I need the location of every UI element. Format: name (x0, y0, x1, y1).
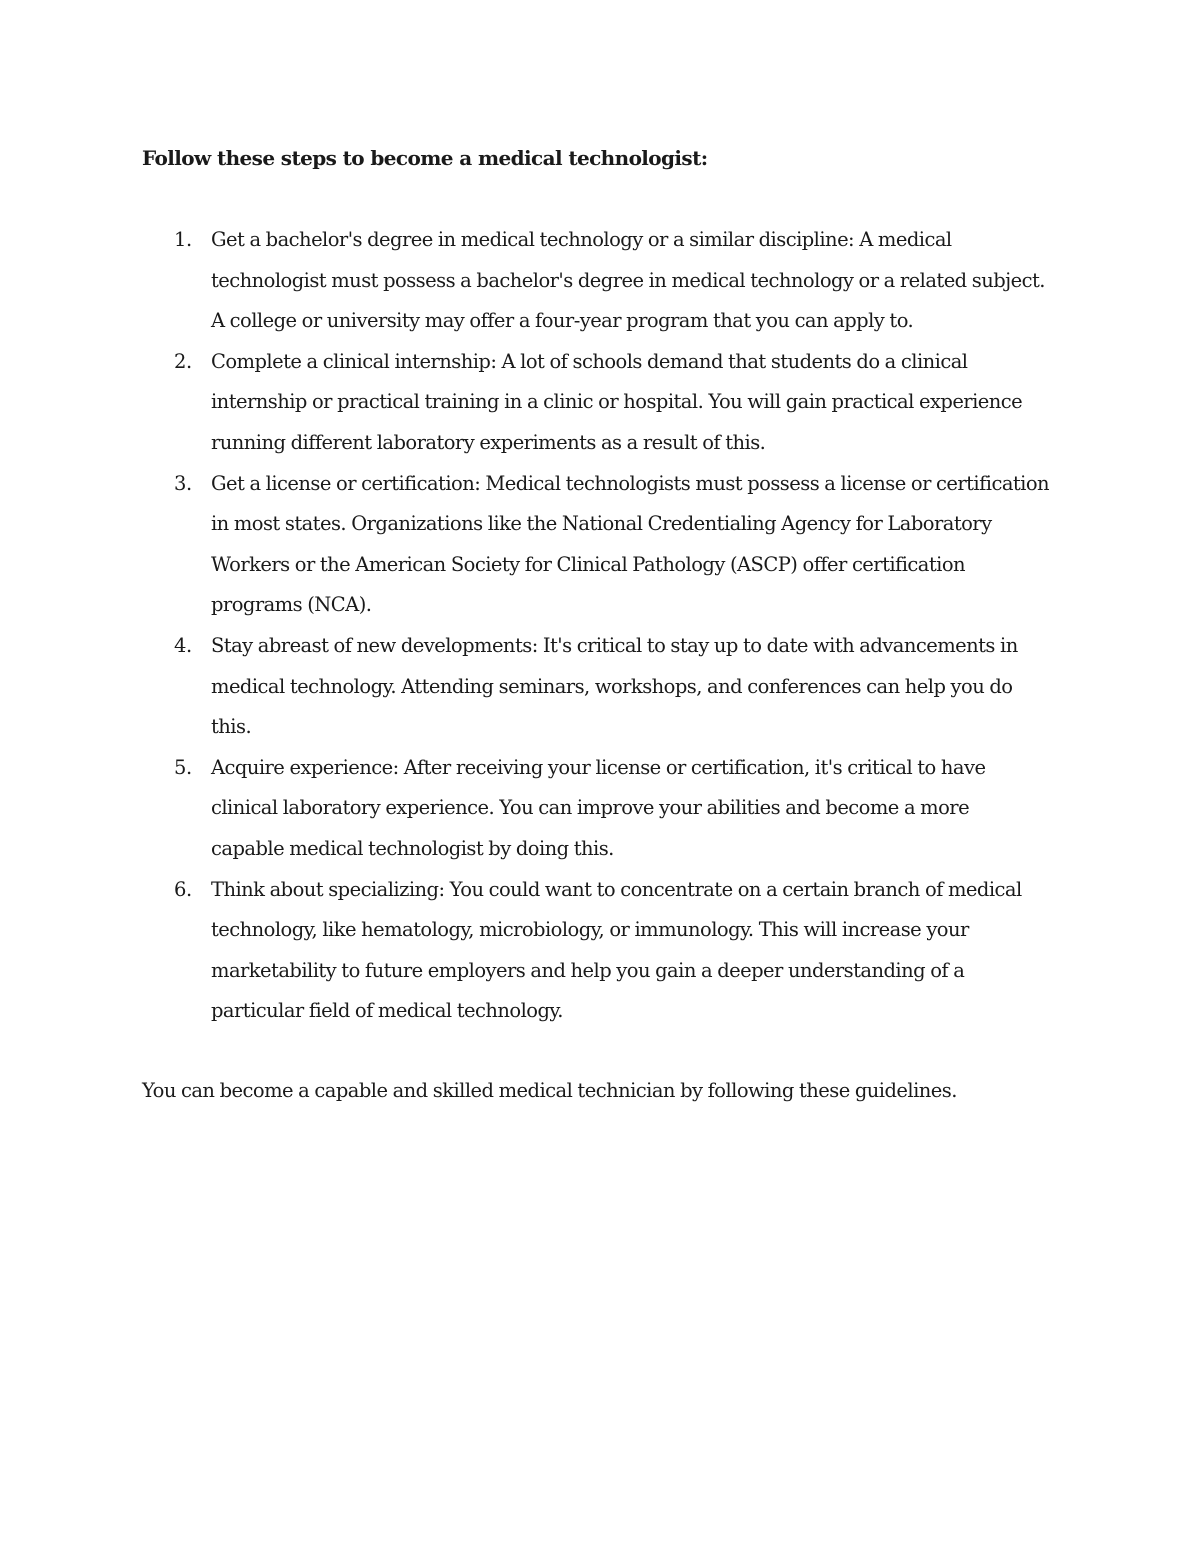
steps-list (0, 220, 1200, 1032)
step-text-line: Stay abreast of new developments: It's critical to stay up to date with advancements in (211, 633, 1018, 657)
step-text-line: Workers or the American Society for Clinical Pathology (ASCP) offer certification (211, 552, 966, 576)
step-text-line: particular field of medical technology. (211, 999, 563, 1023)
step-number: 6. (174, 877, 192, 901)
step-text (211, 464, 1071, 626)
step-text-line: in most states. Organizations like the National Credentialing Agency for Laboratory (211, 512, 992, 536)
step-text (211, 626, 1071, 748)
step-item (0, 748, 1200, 870)
step-text-line: technologist must possess a bachelor's degree in medical technology or a related subject. (211, 268, 1045, 292)
step-text-line: Get a license or certification: Medical technologists must possess a license or certification (211, 471, 1050, 495)
step-text-line: medical technology. Attending seminars, workshops, and conferences can help you do (211, 674, 1013, 698)
document-heading: Follow these steps to become a medical technologist: (142, 146, 708, 170)
step-item (0, 342, 1200, 464)
step-text-line: this. (211, 715, 252, 739)
step-number: 4. (174, 633, 192, 657)
step-number: 5. (174, 755, 192, 779)
step-number: 1. (174, 228, 192, 251)
step-text-line: programs (NCA). (211, 593, 372, 617)
step-text-line: internship or practical training in a clinic or hospital. You will gain practical experience (211, 390, 1023, 414)
step-text-line: technology, like hematology, microbiology, or immunology. This will increase your (211, 918, 969, 942)
step-text-line: clinical laboratory experience. You can improve your abilities and become a more (211, 796, 970, 820)
step-text-line: Get a bachelor's degree in medical technology or a similar discipline: A medical (211, 228, 952, 251)
step-text-line: running different laboratory experiments as a result of this. (211, 430, 766, 454)
step-text-line: A college or university may offer a four-year program that you can apply to. (211, 309, 914, 333)
step-text-line: Complete a clinical internship: A lot of schools demand that students do a clinical (211, 349, 968, 373)
step-number: 3. (174, 471, 192, 495)
step-text-line: Think about specializing: You could want to concentrate on a certain branch of medical (211, 877, 1022, 901)
step-text (211, 870, 1071, 1032)
step-text-line: marketability to future employers and help you gain a deeper understanding of a (211, 958, 965, 982)
step-text (211, 748, 1071, 870)
closing-paragraph: You can become a capable and skilled medical technician by following these guidelines. (142, 1079, 957, 1102)
step-text-line: Acquire experience: After receiving your license or certification, it's critical to have (211, 755, 986, 779)
step-text (211, 342, 1071, 464)
step-item (0, 626, 1200, 748)
step-item (0, 464, 1200, 626)
step-text-line: capable medical technologist by doing this. (211, 836, 614, 860)
step-item (0, 870, 1200, 1032)
step-number: 2. (174, 349, 192, 373)
step-item (0, 220, 1200, 342)
step-text (211, 220, 1071, 342)
